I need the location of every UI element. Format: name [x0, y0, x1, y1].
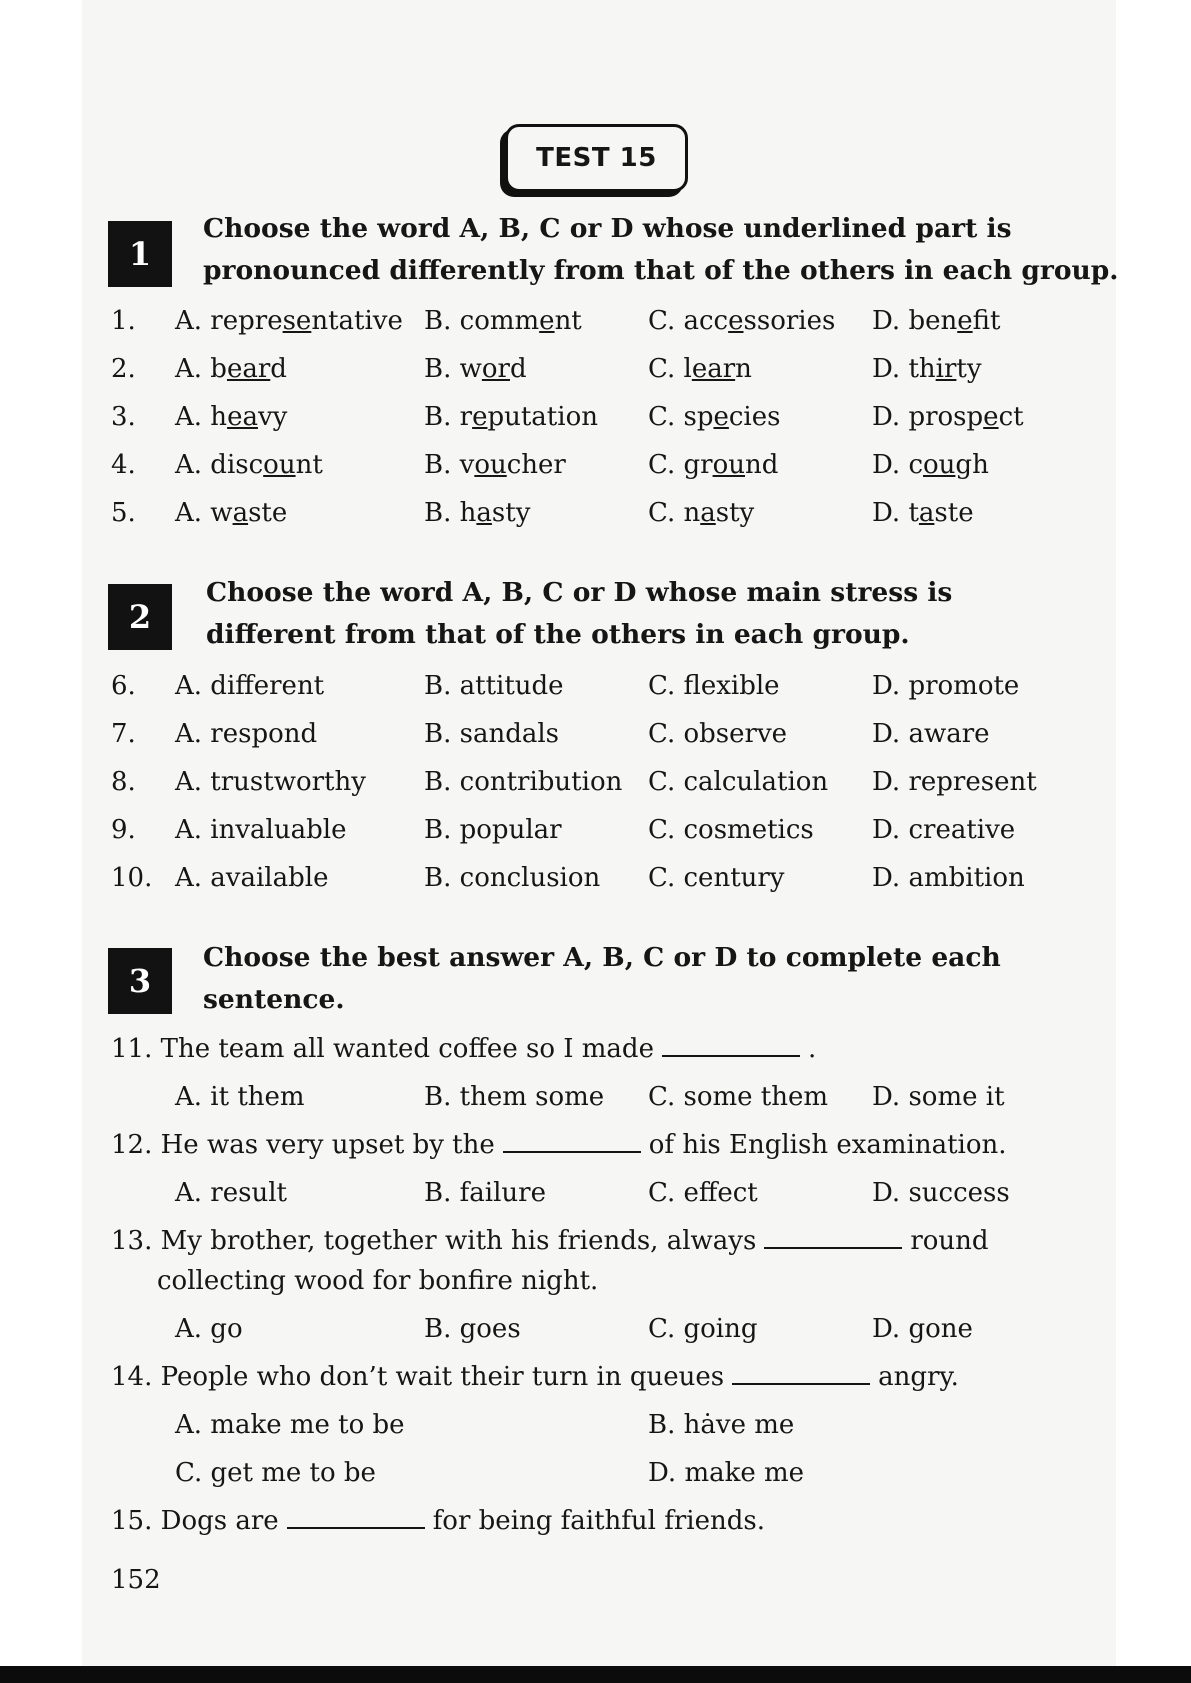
- option-text-part: C. sp: [648, 402, 714, 432]
- answer-option: [424, 443, 566, 487]
- question-row: [0, 395, 1191, 439]
- section-1-badge: [108, 221, 172, 287]
- option-text-part: B. h: [424, 498, 477, 528]
- section-1-instruction-line-1: Choose the word A, B, C or D whose underlined part is: [203, 213, 1012, 244]
- option-text-part: C. n: [648, 498, 701, 528]
- question-stem: 13. My brother, together with his friends, always: [111, 1226, 757, 1256]
- question-stem-end: for being faithful friends.: [432, 1506, 765, 1536]
- section-2-number: 2: [128, 598, 152, 636]
- underlined-part: ou: [474, 450, 507, 480]
- answer-option: [424, 299, 582, 343]
- bottom-scan-border: [0, 1666, 1191, 1683]
- section-2-instruction-line-2: different from that of the others in each group.: [206, 619, 910, 650]
- option-text-part: nd: [744, 450, 779, 480]
- answer-option: D. success: [872, 1178, 1010, 1208]
- section-1-number: 1: [128, 235, 152, 273]
- answer-option: C. flexible: [648, 671, 780, 701]
- answer-option: A. different: [175, 671, 325, 701]
- section-1-instruction-line-2: pronounced differently from that of the others in each group.: [203, 255, 1119, 286]
- option-text-part: C. acc: [648, 306, 729, 336]
- option-text-part: d: [509, 354, 527, 384]
- answer-option: D. gone: [872, 1314, 973, 1344]
- answer-option: A. invaluable: [175, 815, 347, 845]
- section-3-badge: [108, 948, 172, 1014]
- answer-option: C. going: [648, 1314, 758, 1344]
- test-title: TEST 15: [536, 143, 657, 173]
- answer-option: A. it them: [175, 1082, 305, 1112]
- answer-option: B. sandals: [424, 719, 560, 749]
- option-text-part: A. b: [175, 354, 227, 384]
- question-stem-end: angry.: [878, 1362, 959, 1392]
- option-text-part: ntative: [311, 306, 403, 336]
- question-number: 4.: [111, 450, 136, 480]
- answer-option: [175, 347, 287, 391]
- option-text-part: sty: [715, 498, 755, 528]
- answer-blank: [287, 1501, 425, 1529]
- option-text-part: cher: [506, 450, 566, 480]
- answer-option: D. make me: [648, 1458, 805, 1488]
- underlined-part: a: [918, 498, 935, 528]
- options-row: [0, 1307, 1191, 1351]
- option-text-part: d: [270, 354, 287, 384]
- answer-option: D. ambition: [872, 863, 1025, 893]
- option-text-part: A. disc: [175, 450, 264, 480]
- option-text-part: B. comm: [424, 306, 540, 336]
- question-stem-end: .: [807, 1034, 817, 1064]
- answer-option: B. attitude: [424, 671, 564, 701]
- question-row: [0, 664, 1191, 708]
- answer-option: [175, 491, 287, 535]
- question-row: [0, 491, 1191, 535]
- option-text-part: B. r: [424, 402, 473, 432]
- answer-option: B. hȧve me: [648, 1410, 795, 1440]
- option-text-part: ssories: [743, 306, 836, 336]
- option-text-part: ste: [934, 498, 974, 528]
- question-row: [0, 712, 1191, 756]
- question-number: 3.: [111, 402, 136, 432]
- option-text-part: D. ben: [872, 306, 958, 336]
- option-text-part: ty: [956, 354, 982, 384]
- option-text-part: putation: [487, 402, 598, 432]
- answer-option: [872, 299, 1000, 343]
- answer-option: A. respond: [175, 719, 318, 749]
- question-number: 9.: [111, 815, 136, 845]
- question-number: 2.: [111, 354, 136, 384]
- underlined-part: se: [282, 306, 312, 336]
- answer-option: C. cosmetics: [648, 815, 814, 845]
- option-text-part: ste: [248, 498, 288, 528]
- answer-option: [175, 395, 287, 439]
- question-text: [111, 1499, 765, 1543]
- underlined-part: e: [472, 402, 488, 432]
- answer-option: A. available: [175, 863, 329, 893]
- answer-option: [872, 395, 1024, 439]
- options-row: [0, 1403, 1191, 1447]
- question-number: 1.: [111, 306, 136, 336]
- answer-option: B. goes: [424, 1314, 521, 1344]
- question-row: [0, 856, 1191, 900]
- answer-option: [424, 395, 598, 439]
- underlined-part: or: [481, 354, 510, 384]
- answer-option: C. get me to be: [175, 1458, 376, 1488]
- underlined-part: e: [539, 306, 555, 336]
- underlined-part: a: [700, 498, 716, 528]
- option-text-part: A. w: [175, 498, 233, 528]
- question-number: 8.: [111, 767, 136, 797]
- answer-option: D. some it: [872, 1082, 1005, 1112]
- question-text: [111, 1355, 959, 1399]
- answer-option: [648, 443, 778, 487]
- answer-option: [424, 347, 527, 391]
- underlined-part: ea: [227, 402, 258, 432]
- underlined-part: ear: [691, 354, 736, 384]
- answer-option: [648, 491, 754, 535]
- question-number: 6.: [111, 671, 136, 701]
- answer-option: B. conclusion: [424, 863, 601, 893]
- question-stem-end: round: [910, 1226, 989, 1256]
- answer-option: C. century: [648, 863, 785, 893]
- option-text-part: D. t: [872, 498, 919, 528]
- underlined-part: e: [957, 306, 973, 336]
- answer-option: B. failure: [424, 1178, 546, 1208]
- option-text-part: ct: [998, 402, 1024, 432]
- question-row: [0, 760, 1191, 804]
- question-number: 10.: [111, 863, 153, 893]
- question-row: [0, 443, 1191, 487]
- option-text-part: D. prosp: [872, 402, 984, 432]
- option-text-part: fit: [972, 306, 1001, 336]
- option-text-part: B. w: [424, 354, 482, 384]
- answer-option: [175, 299, 403, 343]
- answer-option: A. trustworthy: [175, 767, 366, 797]
- underlined-part: e: [983, 402, 999, 432]
- underlined-part: a: [232, 498, 249, 528]
- answer-option: D. promote: [872, 671, 1020, 701]
- answer-option: B. popular: [424, 815, 562, 845]
- answer-option: B. contribution: [424, 767, 623, 797]
- question-text: [111, 1123, 1007, 1167]
- page-number: 152: [111, 1565, 161, 1595]
- test-title-box: [505, 124, 688, 192]
- answer-option: [424, 491, 530, 535]
- question-stem: 11. The team all wanted coffee so I made: [111, 1034, 654, 1064]
- option-text-part: cies: [728, 402, 781, 432]
- question-stem: 12. He was very upset by the: [111, 1130, 495, 1160]
- underlined-part: e: [713, 402, 729, 432]
- answer-option: [648, 395, 780, 439]
- underlined-part: e: [728, 306, 744, 336]
- answer-option: D. creative: [872, 815, 1016, 845]
- option-text-part: A. repre: [175, 306, 283, 336]
- section-2-badge: [108, 584, 172, 650]
- options-row: [0, 1451, 1191, 1495]
- answer-option: B. them some: [424, 1082, 605, 1112]
- answer-option: A. make me to be: [175, 1410, 405, 1440]
- underlined-part: ou: [712, 450, 745, 480]
- option-text-part: D. c: [872, 450, 924, 480]
- answer-option: C. some them: [648, 1082, 829, 1112]
- underlined-part: ou: [923, 450, 956, 480]
- options-row: [0, 1075, 1191, 1119]
- question-stem-end: of his English examination.: [648, 1130, 1007, 1160]
- option-text-part: vy: [257, 402, 288, 432]
- underlined-part: ou: [263, 450, 296, 480]
- answer-option: C. effect: [648, 1178, 758, 1208]
- question-stem: 14. People who don’t wait their turn in queues: [111, 1362, 725, 1392]
- section-2-instruction-line-1: Choose the word A, B, C or D whose main stress is: [206, 577, 953, 608]
- question-text: [111, 1219, 989, 1263]
- underlined-part: ir: [935, 354, 957, 384]
- answer-option: [872, 443, 989, 487]
- answer-option: C. observe: [648, 719, 788, 749]
- underlined-part: ear: [226, 354, 271, 384]
- option-text-part: C. gr: [648, 450, 713, 480]
- option-text-part: n: [735, 354, 752, 384]
- answer-option: C. calculation: [648, 767, 829, 797]
- option-text-part: C. l: [648, 354, 692, 384]
- question-stem: 15. Dogs are: [111, 1506, 279, 1536]
- answer-option: [872, 491, 974, 535]
- section-3-number: 3: [128, 962, 152, 1000]
- option-text-part: D. th: [872, 354, 936, 384]
- option-text-part: nt: [295, 450, 323, 480]
- answer-blank: [503, 1125, 641, 1153]
- answer-option: A. result: [175, 1178, 287, 1208]
- question-row: [0, 808, 1191, 852]
- answer-blank: [662, 1029, 800, 1057]
- option-text-part: gh: [955, 450, 989, 480]
- question-row: [0, 347, 1191, 391]
- answer-option: D. represent: [872, 767, 1037, 797]
- question-text: [111, 1027, 816, 1071]
- underlined-part: a: [476, 498, 492, 528]
- question-number: 5.: [111, 498, 136, 528]
- option-text-part: B. v: [424, 450, 475, 480]
- answer-option: A. go: [175, 1314, 243, 1344]
- options-row: [0, 1171, 1191, 1215]
- option-text-part: nt: [554, 306, 582, 336]
- question-row: [0, 299, 1191, 343]
- answer-option: D. aware: [872, 719, 990, 749]
- section-3-instruction-line-2: sentence.: [203, 984, 345, 1015]
- answer-option: [648, 299, 835, 343]
- question-continuation: collecting wood for bonfire night.: [157, 1266, 599, 1296]
- answer-blank: [732, 1357, 870, 1385]
- answer-option: [648, 347, 752, 391]
- answer-option: [872, 347, 982, 391]
- answer-option: [175, 443, 323, 487]
- question-number: 7.: [111, 719, 136, 749]
- section-3-instruction-line-1: Choose the best answer A, B, C or D to complete each: [203, 942, 1001, 973]
- option-text-part: A. h: [175, 402, 228, 432]
- option-text-part: sty: [491, 498, 531, 528]
- answer-blank: [764, 1221, 902, 1249]
